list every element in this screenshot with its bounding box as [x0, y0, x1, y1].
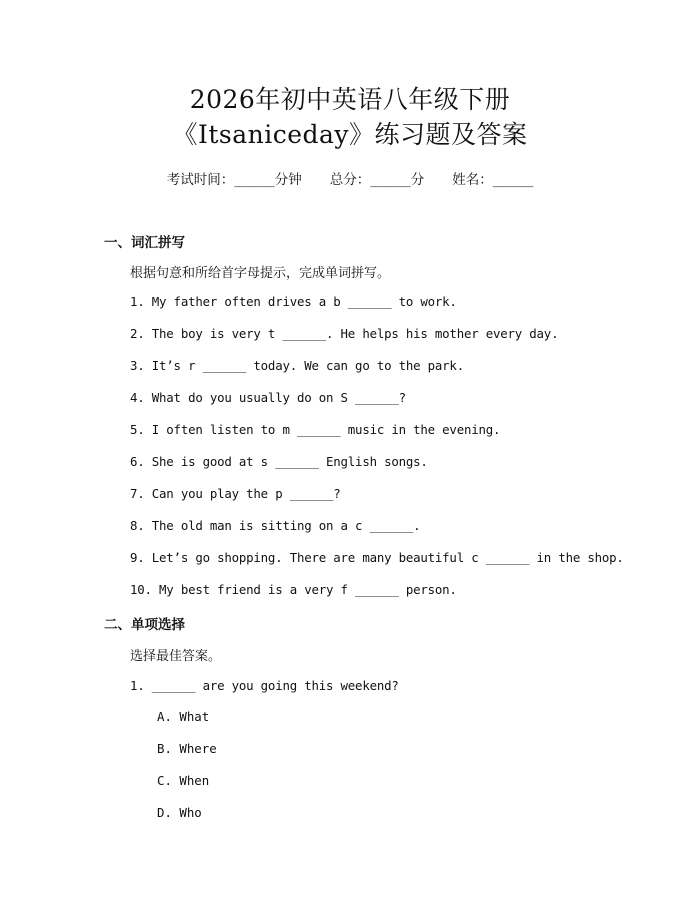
- question-item: 4. What do you usually do on S ______?: [130, 390, 406, 405]
- option-b: B. Where: [157, 741, 217, 756]
- question-item: 10. My best friend is a very f ______ person.: [130, 582, 457, 597]
- question-item: 1. My father often drives a b ______ to work.: [130, 294, 457, 309]
- question-item: 7. Can you play the p ______?: [130, 486, 341, 501]
- question-item: 9. Let’s go shopping. There are many beautiful c ______ in the shop.: [130, 550, 624, 565]
- section-instruction-vocabulary: 根据句意和所给首字母提示，完成单词拼写。: [130, 266, 391, 281]
- question-item: 6. She is good at s ______ English songs.: [130, 454, 428, 469]
- section-instruction-multiple-choice: 选择最佳答案。: [130, 649, 222, 664]
- exam-name-field: 姓名：______: [452, 172, 534, 188]
- question-item: 5. I often listen to m ______ music in the evening.: [130, 422, 501, 437]
- question-item: 8. The old man is sitting on a c ______.: [130, 518, 421, 533]
- exam-time-field: 考试时间：______分钟: [166, 172, 302, 188]
- exam-title-line-1: 2026年初中英语八年级下册: [189, 85, 511, 114]
- exam-score-field: 总分：______分: [329, 172, 425, 188]
- option-d: D. Who: [157, 805, 202, 820]
- exam-meta-row: [0, 168, 700, 188]
- section-heading-vocabulary: 一、词汇拼写: [104, 235, 185, 251]
- exam-title-line-2: 《Itsaniceday》练习题及答案: [172, 120, 528, 149]
- option-c: C. When: [157, 773, 210, 788]
- option-a: A. What: [157, 709, 210, 724]
- section-heading-multiple-choice: 二、单项选择: [104, 617, 185, 633]
- question-stem: 1. ______ are you going this weekend?: [130, 678, 399, 693]
- question-item: 2. The boy is very t ______. He helps his mother every day.: [130, 326, 559, 341]
- question-item: 3. It’s r ______ today. We can go to the park.: [130, 358, 464, 373]
